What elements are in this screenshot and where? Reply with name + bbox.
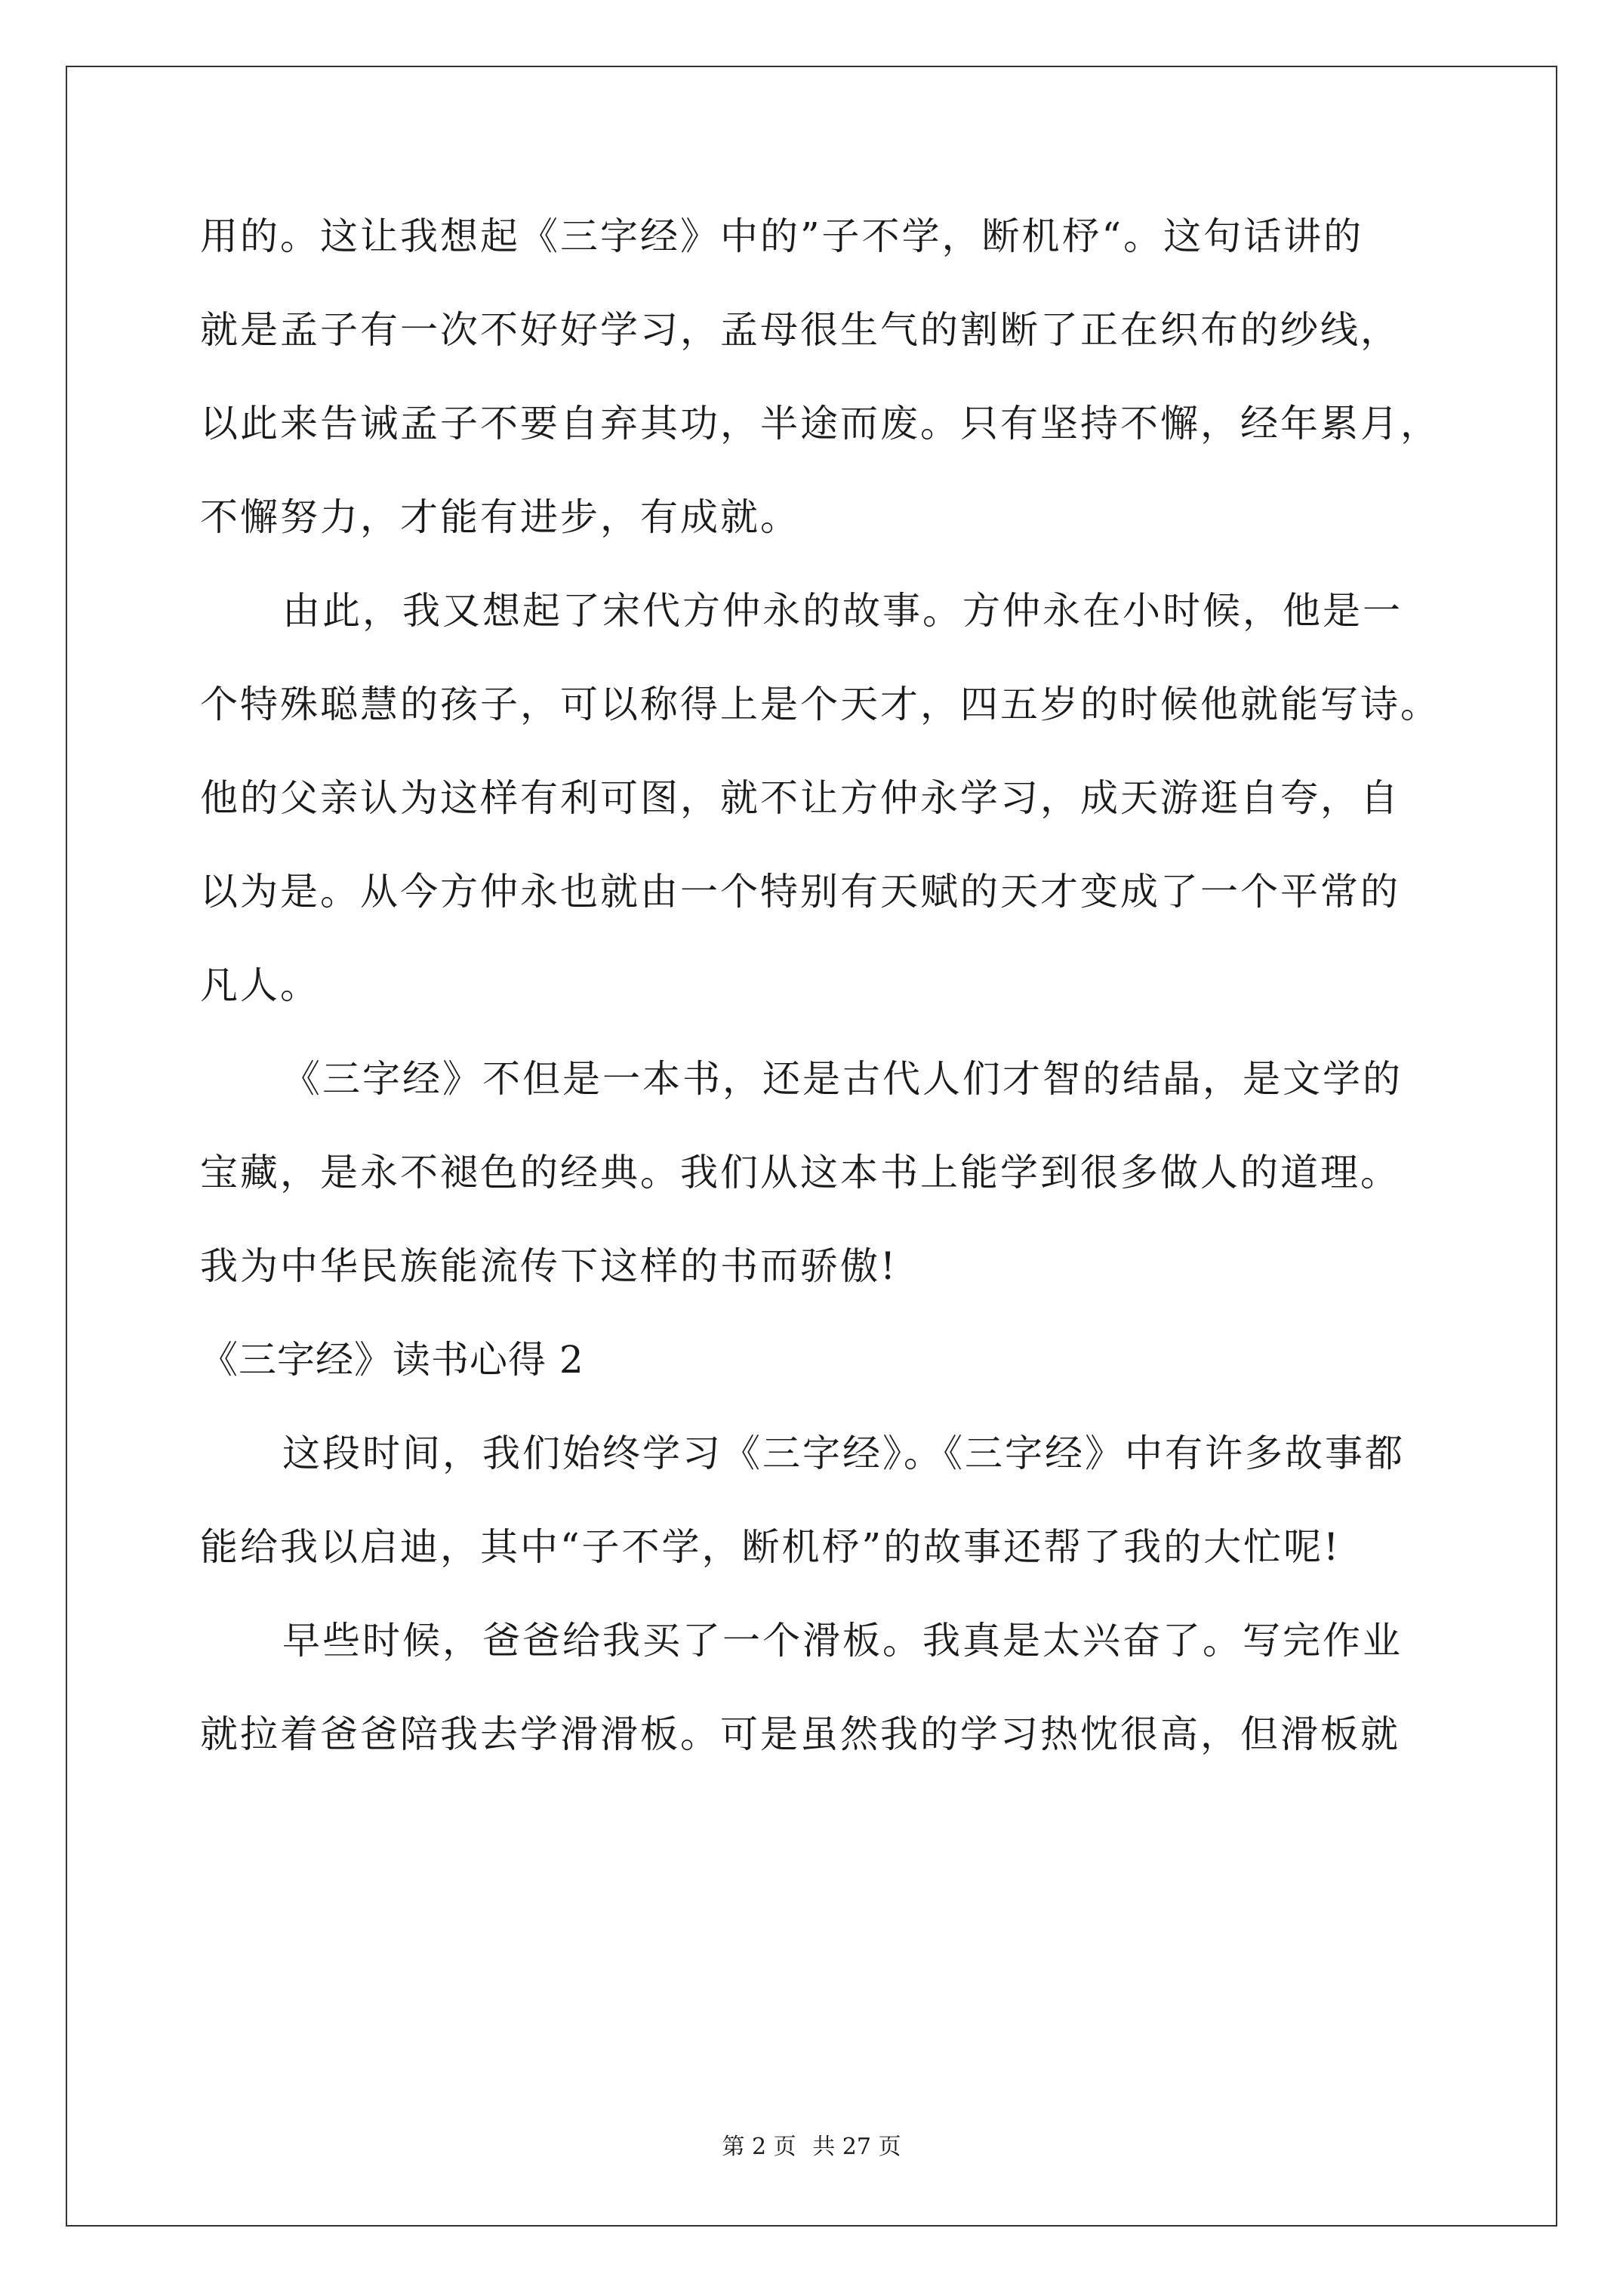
paragraph-start-line: 《三字经》不但是一本书，还是古代人们才智的结晶，是文学的 bbox=[282, 1057, 1403, 1101]
text-line: 就拉着爸爸陪我去学滑滑板。可是虽然我的学习热忱很高，但滑板就 bbox=[200, 1712, 1400, 1756]
page-footer bbox=[0, 2132, 1623, 2162]
text-line: 宝藏，是永不褪色的经典。我们从这本书上能学到很多做人的道理。 bbox=[200, 1151, 1400, 1194]
text-line: 我为中华民族能流传下这样的书而骄傲! bbox=[200, 1244, 898, 1288]
page-total: 共 27 页 bbox=[812, 2134, 901, 2160]
text-line: 能给我以启迪，其中“子不学，断机杼”的故事还帮了我的大忙呢! bbox=[200, 1525, 1341, 1569]
text-line: 以为是。从今方仲永也就由一个特别有天赋的天才变成了一个平常的 bbox=[200, 870, 1400, 914]
paragraph-start-line: 由此，我又想起了宋代方仲永的故事。方仲永在小时候，他是一 bbox=[282, 589, 1403, 633]
text-line: 凡人。 bbox=[200, 963, 320, 1007]
text-line: 就是孟子有一次不好好学习，孟母很生气的割断了正在织布的纱线， bbox=[200, 308, 1400, 352]
page-number: 第 2 页 bbox=[722, 2134, 796, 2160]
text-line: 个特殊聪慧的孩子，可以称得上是个天才，四五岁的时候他就能写诗。 bbox=[200, 683, 1440, 726]
text-line: 以此来告诫孟子不要自弃其功，半途而废。只有坚持不懈，经年累月， bbox=[200, 402, 1440, 445]
text-line: 他的父亲认为这样有利可图，就不让方仲永学习，成天游逛自夸，自 bbox=[200, 776, 1400, 820]
paragraph-start-line: 这段时间，我们始终学习《三字经》。《三字经》中有许多故事都 bbox=[282, 1432, 1405, 1475]
section-title: 《三字经》读书心得 2 bbox=[200, 1338, 584, 1382]
paragraph-start-line: 早些时候，爸爸给我买了一个滑板。我真是太兴奋了。写完作业 bbox=[282, 1619, 1403, 1663]
text-line: 不懈努力，才能有进步，有成就。 bbox=[200, 495, 800, 539]
text-line: 用的。这让我想起《三字经》中的”子不学，断机杼“。这句话讲的 bbox=[200, 214, 1364, 258]
